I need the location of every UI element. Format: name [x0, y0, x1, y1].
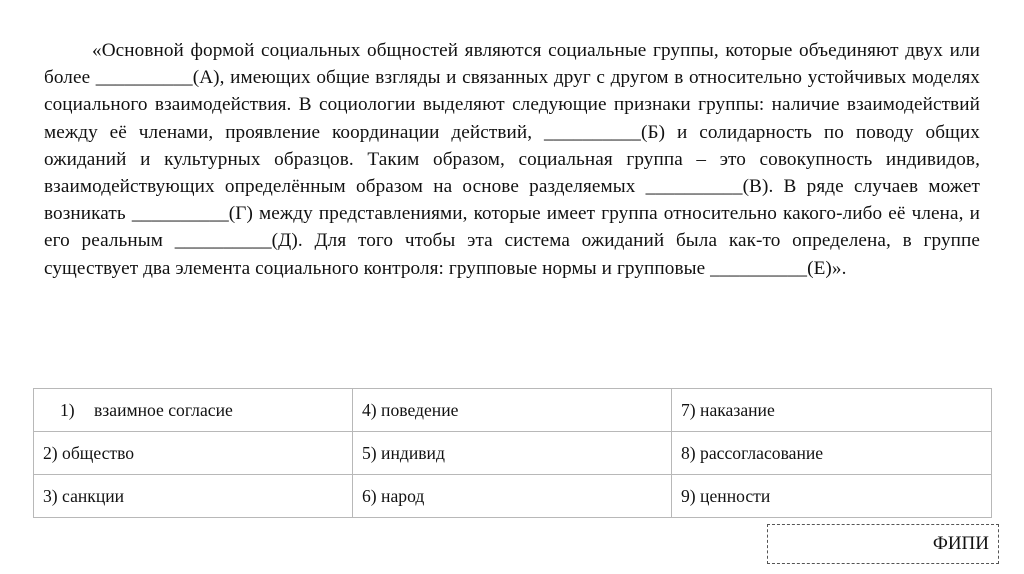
task-passage: «Основной формой социальных общностей являются социальные группы, которые объединяют двух или более __________(А), имеющих общие взгляды и связанных друг с другом в относительно устойчивых моделях социального взаимодействия. В социологии выделяют следующие признаки группы: наличие взаимодействий между её членами, проявление координации действий, __________(Б) и солидарность по поводу общих ожиданий и культурных образцов. Таким образом, социальная группа – это совокупность индивидов, взаимодействующих определённым образом на основе разделяемых __________(В). В ряде случаев может возникать __________(Г) между представлениями, которые имеет группа относительно какого-либо её члена, и его реальным __________(Д). Для того чтобы эта система ожиданий была как-то определена, в группе существует два элемента социального контроля: групповые нормы и групповые __________(Е)». [44, 40, 980, 279]
option-3: 3) санкции [34, 475, 353, 518]
table-row [34, 432, 992, 475]
source-label: ФИПИ [767, 524, 999, 564]
option-1-number: 1) [60, 399, 75, 420]
option-9: 9) ценности [672, 475, 992, 518]
option-8: 8) рассогласование [672, 432, 992, 475]
option-7: 7) наказание [672, 389, 992, 432]
option-1 [34, 389, 353, 432]
table-row [34, 389, 992, 432]
answer-options-table [33, 388, 992, 518]
option-1-text: взаимное согласие [94, 399, 233, 420]
option-6: 6) народ [353, 475, 672, 518]
option-5: 5) индивид [353, 432, 672, 475]
option-4: 4) поведение [353, 389, 672, 432]
option-2: 2) общество [34, 432, 353, 475]
table-row [34, 475, 992, 518]
